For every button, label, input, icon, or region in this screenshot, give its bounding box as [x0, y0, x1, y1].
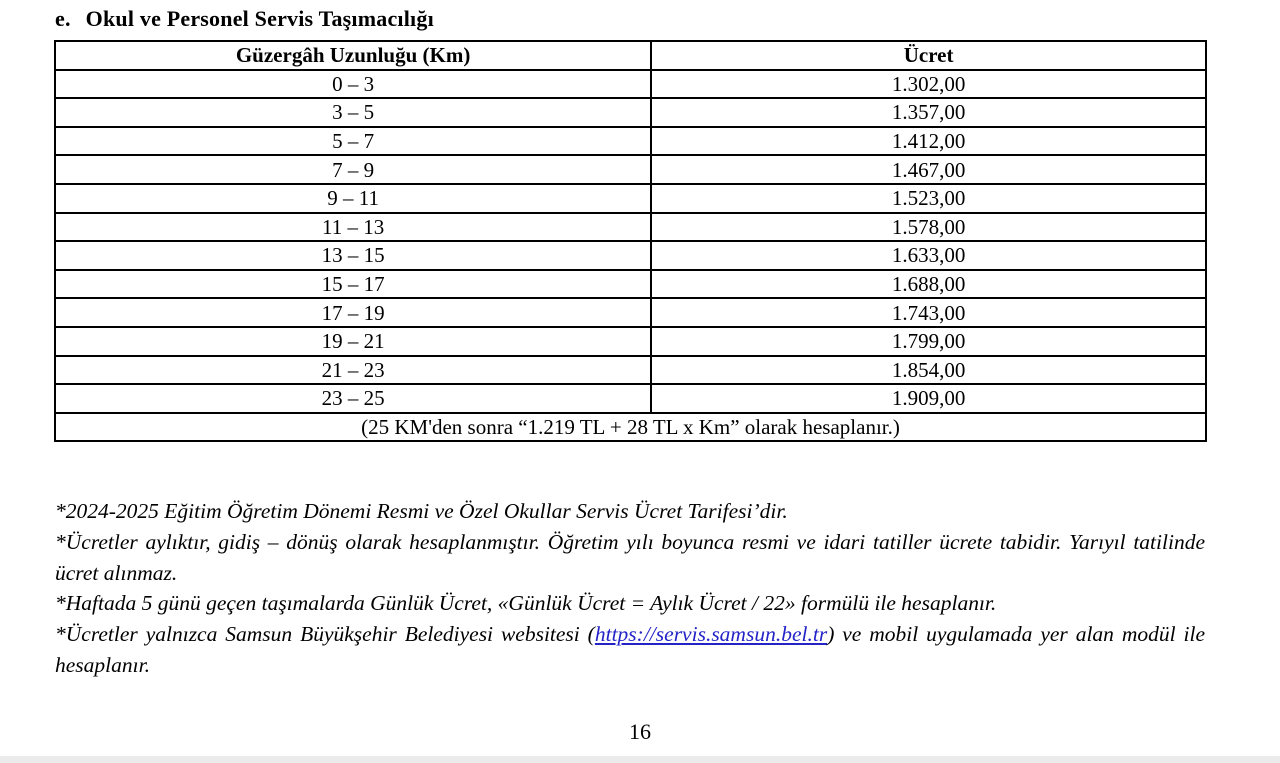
distance-range-cell: 3 – 5	[55, 98, 651, 127]
fee-cell: 1.743,00	[651, 298, 1206, 327]
note-text: ) ve mobil uygulamada yer alan modül ile hesaplanır.	[55, 622, 1205, 677]
note-paragraph	[55, 619, 1205, 681]
table-row	[55, 298, 1206, 327]
fee-cell: 1.523,00	[651, 184, 1206, 213]
page-number: 16	[629, 719, 651, 744]
note-text: *Haftada 5 günü geçen taşımalarda Günlük Ücret, «Günlük Ücret = Aylık Ücret / 22» formülü ile hesaplanır.	[55, 591, 997, 616]
header-distance: Güzergâh Uzunluğu (Km)	[55, 41, 651, 70]
note-text: *Ücretler yalnızca Samsun Büyükşehir Belediyesi websitesi (	[55, 622, 595, 647]
distance-range-cell: 21 – 23	[55, 356, 651, 385]
table-row	[55, 155, 1206, 184]
note-paragraph	[55, 588, 1205, 619]
fee-cell: 1.467,00	[651, 155, 1206, 184]
table-row	[55, 98, 1206, 127]
note-text: *Ücretler aylıktır, gidiş – dönüş olarak hesaplanmıştır. Öğretim yılı boyunca resmi ve idari tatiller ücrete tabidir. Yarıyıl tatilinde ücret alınmaz.	[55, 529, 1205, 585]
distance-range-cell: 9 – 11	[55, 184, 651, 213]
table-row	[55, 184, 1206, 213]
distance-range-cell: 23 – 25	[55, 384, 651, 413]
table-row	[55, 356, 1206, 385]
distance-range-cell: 15 – 17	[55, 270, 651, 299]
table-row	[55, 241, 1206, 270]
distance-range-cell: 17 – 19	[55, 298, 651, 327]
fee-cell: 1.909,00	[651, 384, 1206, 413]
table-header-row	[55, 41, 1206, 70]
fee-cell: 1.412,00	[651, 127, 1206, 156]
section-title-text: Okul ve Personel Servis Taşımacılığı	[85, 6, 434, 31]
table-row	[55, 384, 1206, 413]
note-text: *2024-2025 Eğitim Öğretim Dönemi Resmi ve Özel Okullar Servis Ücret Tarifesi’dir.	[55, 499, 788, 523]
fee-cell: 1.578,00	[651, 213, 1206, 242]
section-marker: e.	[55, 6, 71, 31]
distance-range-cell: 13 – 15	[55, 241, 651, 270]
footer-note-cell: (25 KM'den sonra “1.219 TL + 28 TL x Km” olarak hesaplanır.)	[55, 413, 1206, 442]
fee-cell: 1.799,00	[651, 327, 1206, 356]
table-row	[55, 213, 1206, 242]
fee-cell: 1.688,00	[651, 270, 1206, 299]
header-fee: Ücret	[651, 41, 1206, 70]
note-paragraph	[55, 496, 1205, 527]
notes	[55, 496, 1205, 681]
table-footer-row	[55, 413, 1206, 442]
note-paragraph	[55, 527, 1205, 589]
fee-cell: 1.302,00	[651, 70, 1206, 99]
section-title	[55, 6, 434, 32]
fee-cell: 1.854,00	[651, 356, 1206, 385]
distance-range-cell: 5 – 7	[55, 127, 651, 156]
table-row	[55, 327, 1206, 356]
table-row	[55, 70, 1206, 99]
fee-cell: 1.633,00	[651, 241, 1206, 270]
fare-table	[54, 40, 1207, 442]
distance-range-cell: 7 – 9	[55, 155, 651, 184]
table-row	[55, 270, 1206, 299]
bottom-strip	[0, 756, 1280, 763]
fee-cell: 1.357,00	[651, 98, 1206, 127]
distance-range-cell: 11 – 13	[55, 213, 651, 242]
service-website-link[interactable]: https://servis.samsun.bel.tr	[594, 622, 828, 647]
fare-table-body	[55, 70, 1206, 413]
distance-range-cell: 19 – 21	[55, 327, 651, 356]
table-row	[55, 127, 1206, 156]
distance-range-cell: 0 – 3	[55, 70, 651, 99]
